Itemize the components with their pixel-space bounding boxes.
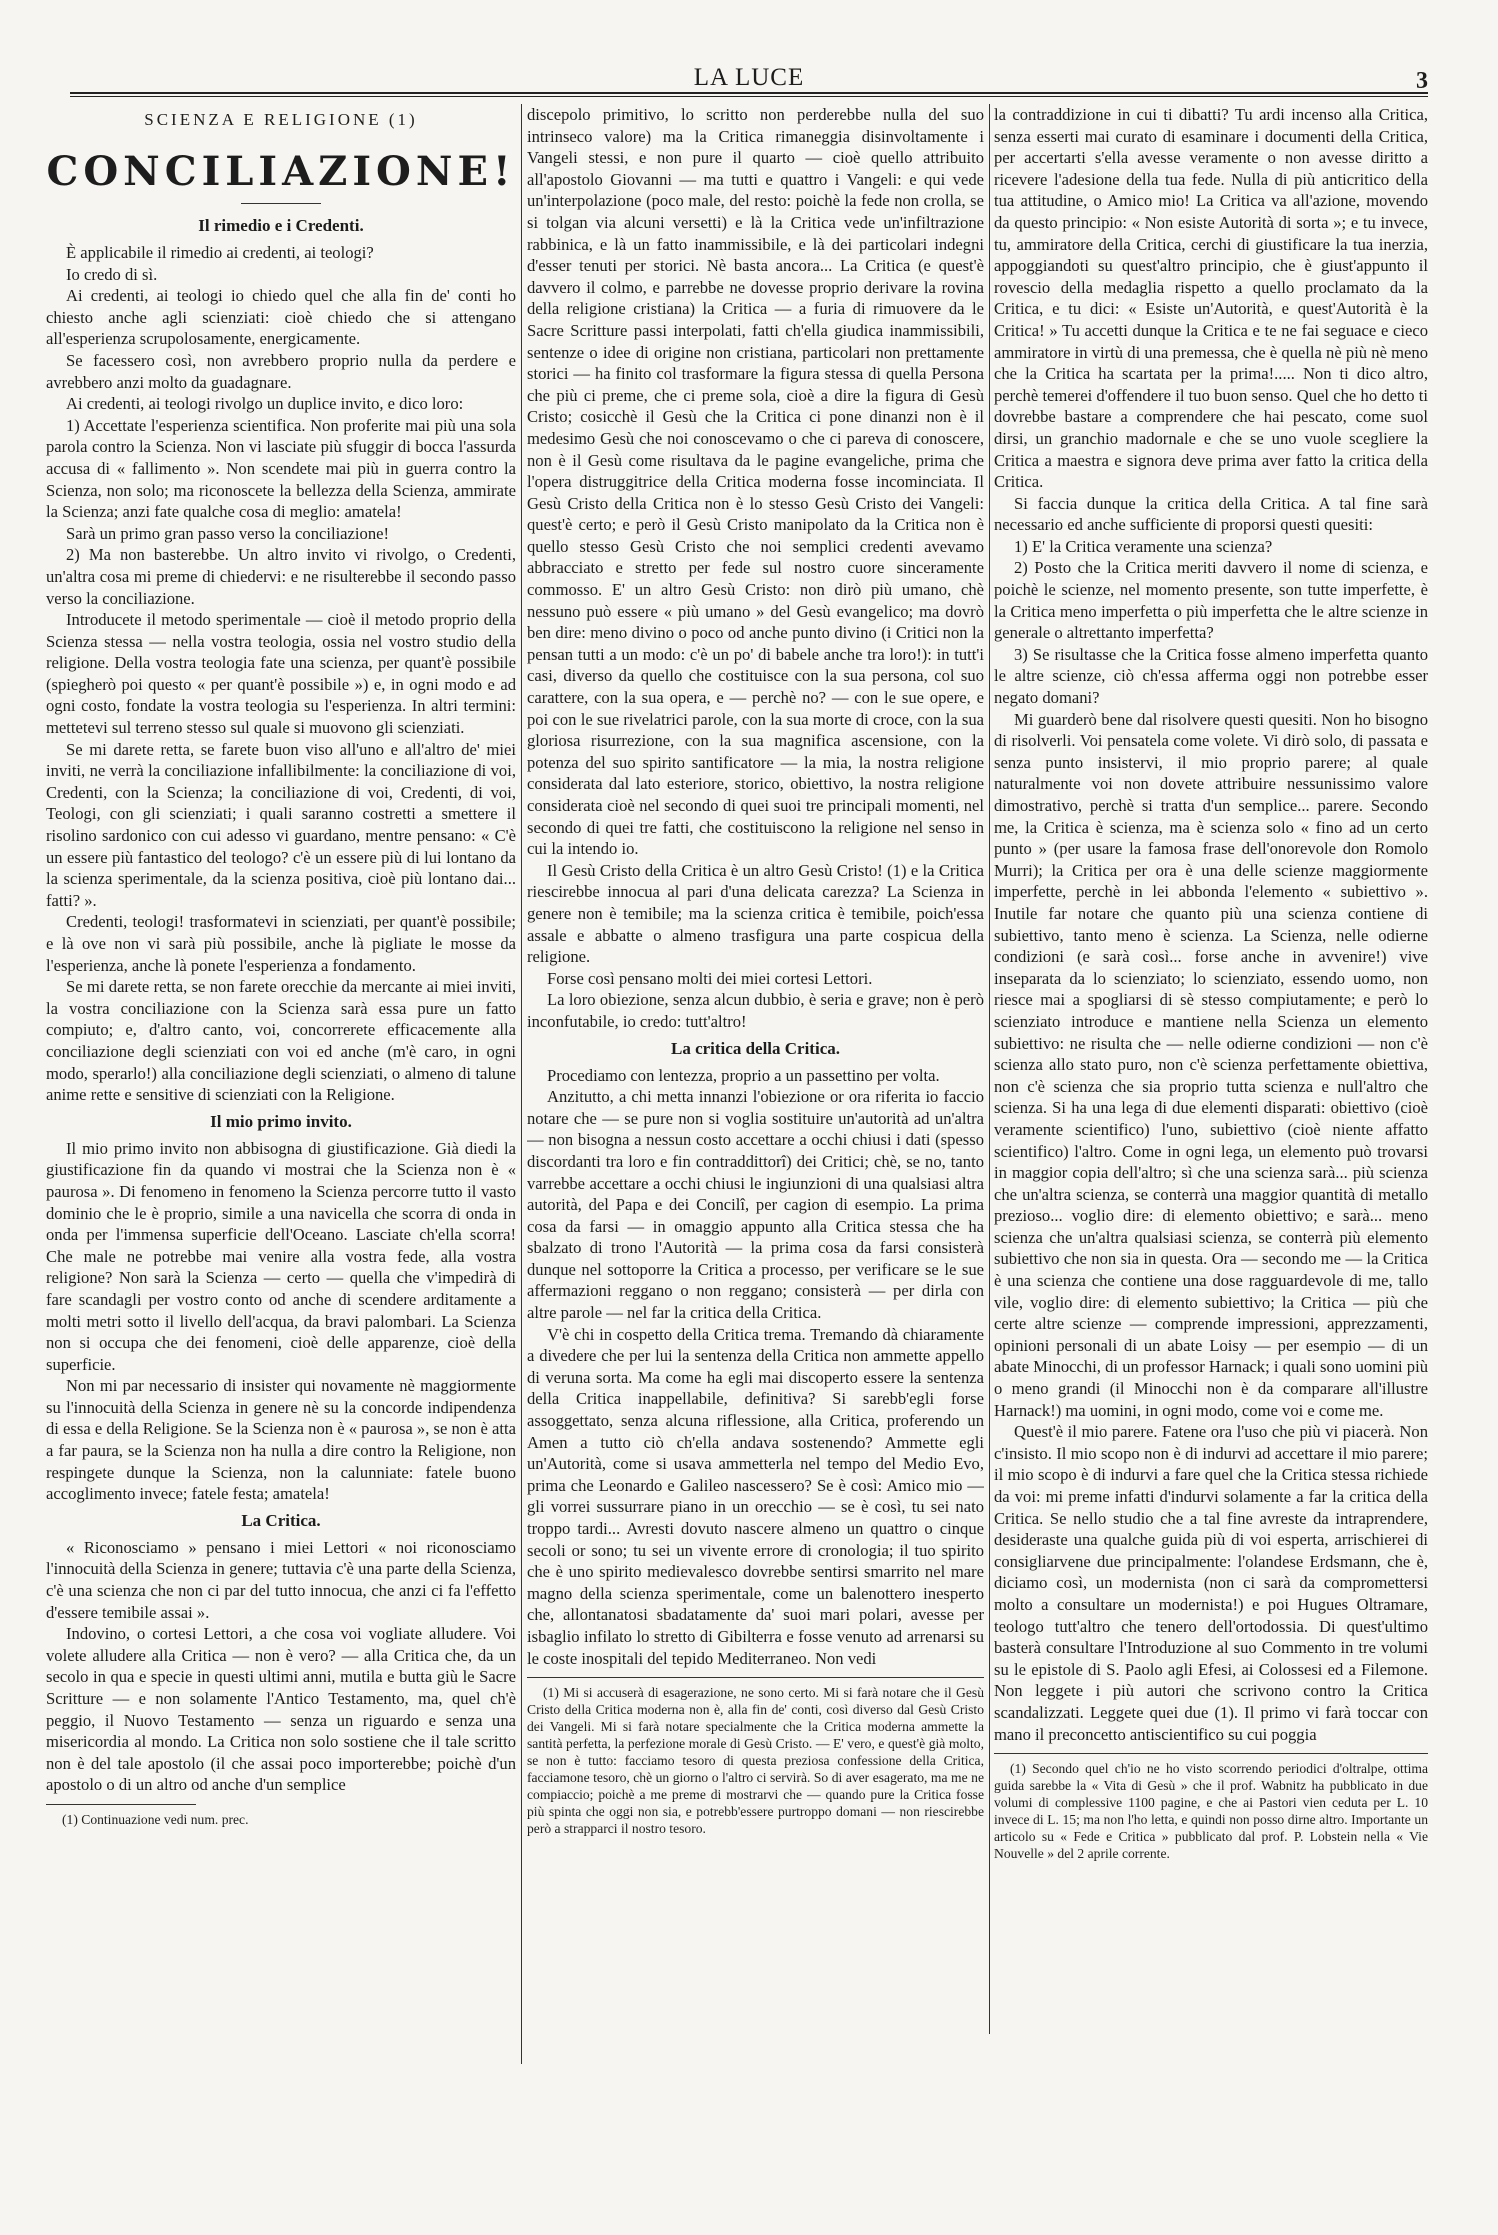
paragraph: 1) E' la Critica veramente una scienza?	[1014, 536, 1273, 556]
paragraph: Ai credenti, ai teologi rivolgo un duplice invito, e dico loro:	[66, 394, 464, 414]
article-column-2	[527, 104, 984, 2034]
article-title: CONCILIAZIONE!	[46, 148, 516, 195]
paragraph: Mi guarderò bene dal risolvere questi quesiti. Non ho bisogno di risolverli. Voi pensatela come volete. Vi dirò solo, di passata e senza punto insistervi, il mio proprio parere; al quale naturalmente voi non dovete attribuire nessunissimo valore dimostrativo, perchè si tratta d'un semplice... parere. Secondo me, la Critica è scienza, ma è scienza solo « fino ad un certo punto » (per usare la famosa frase dell'onorevole don Romolo Murri); la Critica per ora è una delle scienze maggiormente imperfette, perchè in lei abbonda l'elemento « subiettivo ». Inutile far notare che quanto più una scienza contiene di subiettivo, tanto meno è scienza. La Scienza, nelle odierne condizioni (e sarà così... forse anche in avvenire!) vive inseparata da lo scienziato; lo scienziato, essendo uomo, non riesce mai a spogliarsi di sè stesso compiutamente; e però lo scienziato introduce e mantiene nella Scienza un elemento subiettivo: ne risulta che — nelle odierne condizioni — non c'è scienza allo stato puro, non c'è scienza perfettamente obiettiva, non c'è scienza che sia proprio tutta scienza e null'altro che scienza. Si ha una lega di due elementi disparati: obiettivo (cioè veramente scientifico) l'uno, subiettivo (cioè niente affatto scientifico) l'altro. Come in ogni lega, un elemento può trovarsi in maggior copia dell'altro; sì che una scienza sarà... più scienza che un'altra scienza, se conterrà una maggior quantità di metallo prezioso... voglio dire: di elemento obiettivo; e sarà... meno scienza che un'altra qualsiasi scienza, se conterrà più elemento subiettivo che non sia in questa. Ora — secondo me — la Critica è una scienza che contiene una dose ragguardevole di me, tallo vile, voglio dire: di elemento subiettivo; la Critica — più che certe altre scienze — comprende impressioni, apprezzamenti, opinioni personali di un abate Loisy — per esempio — di un abate Minocchi, di un professor Harnack; i quali sono uomini più o meno grandi (il Minocchi non è da comparare all'illustre Harnack!) ma uomini, in ogni modo, come voi e come me.	[994, 709, 1428, 1420]
footnote-rule	[527, 1677, 984, 1678]
subheading: Il rimedio e i Credenti.	[198, 216, 364, 235]
page-number: 3	[1416, 68, 1428, 94]
paragraph: Introducete il metodo sperimentale — cioè il metodo proprio della Scienza stessa — nella vostra teologia, ossia nel vostro studio della religione. Della vostra teologia fate una scienza, per quant'è possibile (spiegherò poi questo « per quant'è possibile ») e, in ogni modo e ad ogni costo, fondate la vostra teologia su l'esperienza. In altri termini: mettetevi sul terreno stesso sul quale si muovono gli scienziati.	[46, 610, 516, 738]
paragraph: V'è chi in cospetto della Critica trema. Tremando dà chiaramente a divedere che per lui la sentenza della Critica non ammette appello di veruna sorta. Ma come ha egli mai discoperto essere la sentenza della Critica inappellabile, definitiva? Si sarebb'egli forse assoggettato, senza alcuna riflessione, alla Critica, proferendo un Amen a tutto ciò ch'ella andava sostenendo? Ammette egli un'Autorità, come si usava ammetterla nel tempo del Medio Evo, prima che Leonardo e Galileo nascessero? Se è così: Amico mio — gli vorrei sussurrare piano in un orecchio — se è così, tu sei nato troppo tardi... Avresti dovuto nascere almeno un quattro o cinque secoli or sono; tu sei un vivente errore di cronologia; il tuo spirito che è uno spirito medievalesco dovrebbe sentirsi smarrito nel mare magno della scienza sperimentale, come un balenottero inesperto che, allontanatosi sbadatamente da' suoi mari polari, avesse per isbaglio infilato lo stretto di Gibilterra e fosse venuto ad arrenarsi su le coste inospitali del tepido Mediterraneo. Non vedi	[527, 1324, 984, 1668]
paragraph: Quest'è il mio parere. Fatene ora l'uso che più vi piacerà. Non c'insisto. Il mio scopo non è di indurvi ad accettare il mio parere; il mio scopo è di indurvi a fare quel che la Critica stessa richiede da voi: mi preme infatti d'indurvi solamente a far la critica della Critica. Se nello studio che a tal fine avreste da intraprendere, desideraste una qualche guida più di voi esperta, arrischierei di consigliarvene due principalmente: l'olandese Erdsmann, che è, diciamo così, un modernista (non ci sarà da compromettersi molto a consultare un modernista!) e poi Hugues Oltramare, teologo tutt'altro che tenero dell'ortodossia. Di quest'ultimo basterà consultare l'Introduzione al suo Commento in tre volumi su le epistole di S. Paolo agli Efesi, ai Colossesi ed a Filemone. Non leggete i più autori che scrivono contro la Critica scandalizzati. Leggete quei due (1). Il primo vi farà toccar con mano il preconcetto antiscientifico su cui poggia	[994, 1422, 1428, 1744]
article-column-1	[46, 104, 516, 2064]
subheading: La critica della Critica.	[670, 1038, 840, 1058]
paragraph: discepolo primitivo, lo scritto non perderebbe nulla del suo intrinseco valore) ma la Critica rimaneggia disinvoltamente i Vangeli stessi, e non pure il quarto — cioè quello attribuito all'apostolo Giovanni — ma tutti e quattro i Vangeli: e qui vede un'interpolazione (poco male, del resto: poichè la fede non crolla, se si tolgan via alcuni versetti) e là la Critica vede un'infiltrazione rabbinica, e là un fatto inammissibile, e là dei particolari indegni d'esser tenuti per storici. Nè basta ancora... La Critica (e quest'è davvero il colmo, e parrebbe ne dovesse proprio derivare la rovina della religione cristiana) la Critica — a furia di rimuovere da le Sacre Scritture passi interpolati, fatti ch'ella giudica inammissibili, sentenze o idee di origine non cristiana, particolari non prettamente storici — ha finito col trasformare la figura stessa di quella Persona che più ci preme, che ci preme sola, cioè a dire la figura di Gesù Cristo; cosicchè il Gesù che la Critica ci pone dinanzi non è il medesimo Gesù che noi conoscevamo o che ci pareva di conoscere, non è il Gesù come risultava da le pagine evangeliche, prima che l'opera distruggitrice della Critica moderna fosse incominciata. Il Gesù Cristo della Critica non è lo stesso Gesù Cristo dei Vangeli: quest'è certo; e però il Gesù Cristo manipolato da la Critica non è quello stesso Gesù Cristo che noi semplici credenti avevamo abbracciato e stretto per fede sul nostro cuore sinceramente commosso. E' un altro Gesù Cristo: non dirò più umano, chè nessuno può essere « più umano » del Gesù evangelico; ma dovrò ben dire: meno divino o poco od anche punto divino (i Critici non la pensan tutti a un modo: c'è un po' di babele anche tra loro!): in tutt'i casi, diverso da quello che costituisce con la sua persona, col suo carattere, con la sua opera, e — perchè no? — con le sue opere, e poi con le sue rivelatrici parole, con la sua morte di croce, con la sua gloriosa risurrezione, con la sua magnifica ascensione, con la potenza del suo spirito santificatore — la mia, la nostra religione considerata dal lato esteriore, storico, obiettivo, la nostra religione considerata cioè nel secondo di quei suoi tre principali momenti, nel secondo di quei tre fatti, che costituiscono la religione nel senso in cui la intendo io.	[527, 105, 984, 859]
paragraph: Si faccia dunque la critica della Critica. A tal fine sarà necessario ed anche sufficiente di proporsi questi quesiti:	[994, 493, 1428, 535]
footnote-rule	[46, 1804, 196, 1805]
paragraph: Io credo di sì.	[66, 264, 158, 284]
paragraph: La loro obiezione, senza alcun dubbio, è seria e grave; non è però inconfutabile, io credo: tutt'altro!	[527, 990, 984, 1031]
paragraph: 2) Posto che la Critica meriti davvero il nome di scienza, e poichè le scienze, nel momento presente, son tutte imperfette, è la Critica meno imperfetta o più imperfetta che le altre scienze in generale o altrettanto imperfetta?	[994, 558, 1428, 643]
header-rule	[70, 92, 1428, 94]
footnote: (1) Mi si accuserà di esagerazione, ne sono certo. Mi si farà notare che il Gesù Cristo della Critica moderna non è, alla fin de' conti, così diverso dal Gesù Cristo dei Vangeli. Mi si farà notare specialmente che la Critica moderna ammette la santità perfetta, la perfezione morale di Gesù Cristo. — E' vero, e quest'è già molto, se non è tutto: facciamo tesoro di questa preziosa confessione della Critica, facciamone tesoro, chè un giorno o l'altro ci servirà. So di aver esagerato, ma me ne compiaccio; poichè a me preme di mostrarvi che — quando pure la Critica fosse più spinta che oggi non sia, e potrebb'essere purtroppo domani — non riescirebbe però a strapparci il nostro tesoro.	[527, 1685, 984, 1837]
newspaper-title: LA LUCE	[693, 64, 805, 91]
column-divider-left	[521, 104, 522, 2064]
paragraph: Il mio primo invito non abbisogna di giustificazione. Già diedi la giustificazione fin da quando vi mostrai che la Scienza non è « paurosa ». Di fenomeno in fenomeno la Scienza percorre tutto il vasto dominio che le è proprio, simile a una navicella che scorra di onda in onda per l'immensa superficie dell'Oceano. Lasciate ch'ella scorra! Che male ne potrebbe mai venire alla vostra fede, alla vostra religione? Non sarà la Scienza — certo — quella che v'impedirà di fare scandagli per vostro conto od anche di scendere arditamente a molti metri sotto il livello dell'acqua, da bravi palombari. La Scienza non si occupa che dei fenomeni, cioè delle apparenze, cioè della superficie.	[46, 1138, 516, 1374]
paragraph: 1) Accettate l'esperienza scientifica. Non proferite mai più una sola parola contro la Scienza. Non vi lasciate più sfuggir di bocca l'assurda accusa di « fallimento ». Non scendete mai più in guerra contro la Scienza, non solo; ma riconoscete la bellezza della Scienza, ammirate la Scienza; anzi fate qualche cosa di meglio: amatela!	[46, 415, 516, 522]
paragraph: Forse così pensano molti dei miei cortesi Lettori.	[547, 968, 873, 988]
paragraph: la contraddizione in cui ti dibatti? Tu ardi incenso alla Critica, senza esserti mai curato di esaminare i documenti della Critica, per accertarti s'ella avesse veramente o non avesse diritto a ricevere l'adesione della tua fede. Nulla di più anticritico della tua attitudine, o Amico mio! La Critica va all'azione, movendo da questo principio: « Non esiste Autorità di sorta »; e tu invece, tu, ammiratore della Critica, cerchi di giustificare la tua inerzia, appoggiandoti su quest'altro principio, che è giust'appunto il rovescio della medaglia rispetto a quello proclamato da la Critica, e tu dici: « Esiste un'Autorità, e quest'Autorità è la Critica! » Tu accetti dunque la Critica e te ne fai seguace e cieco ammiratore in virtù di una premessa, che è quella nè più nè meno che la Critica ha scartata per la prima!..... Non ti dico altro, perchè temerei d'offendere il tuo buon senso. Quel che ho detto ti dovrebbe bastare a comprendere che hai pescato, come suol dirsi, un granchio madornale e che se uno vuole scegliere la Critica a maestra e signora deve prima aver fatto la critica della Critica.	[994, 105, 1428, 492]
paragraph: Se mi darete retta, se farete buon viso all'uno e all'altro de' miei inviti, ne verrà la conciliazione infallibilmente: la conciliazione di voi, Credenti, con la Scienza; la conciliazione di voi, Credenti, di voi, Teologi, con gli scienziati; i quali saranno costretti a smettere il risolino sardonico con cui adesso vi guardano, mentre pensano: « C'è un essere più fantastico del teologo? c'è un essere più di lui lontano da la scienza sperimentale, da la scienza positiva, cioè più lontano dai... fatti? ».	[46, 739, 516, 910]
paragraph: Se facessero così, non avrebbero proprio nulla da perdere e avrebbero anzi molto da guadagnare.	[46, 350, 516, 392]
header-rule-thin	[70, 96, 1428, 97]
subheading: La Critica.	[241, 1510, 321, 1530]
footnote: (1) Continuazione vedi num. prec.	[62, 1811, 249, 1827]
paragraph: 3) Se risultasse che la Critica fosse almeno imperfetta quanto le altre scienze, ciò ch'essa afferma oggi non potrebbe esser negato domani?	[994, 644, 1428, 708]
masthead	[70, 64, 1428, 92]
paragraph: Anzitutto, a chi metta innanzi l'obiezione or ora riferita io faccio notare che — se pure non si voglia sostituire un'autorità ad un'altra — non bisogna a nessun costo accettare a occhi chiusi i dati (spesso discordanti tra loro e fin contraddittorî) dei Critici; chè, se no, tanto varrebbe accettare a occhi chiusi le ingiunzioni di una qualsiasi altra autorità, del Papa e dei Concilî, per cagion di esempio. La prima cosa da farsi — in omaggio appunto alla Critica stessa che ha sbalzato di trono l'Autorità — la prima cosa da farsi consisterà dunque nel sottoporre la Critica a processo, per verificare se le sue affermazioni reggano o non reggano; consisterà — per dirla con altre parole — nel far la critica della Critica.	[527, 1087, 984, 1323]
paragraph: 2) Ma non basterebbe. Un altro invito vi rivolgo, o Credenti, un'altra cosa mi preme di chiedervi: e ne risulterebbe il secondo passo verso la conciliazione.	[46, 545, 516, 608]
article-column-3	[994, 104, 1428, 1934]
paragraph: « Riconosciamo » pensano i miei Lettori « noi riconosciamo l'innocuità della Scienza in genere; tuttavia c'è una parte della Scienza, c'è una scienza che non ci par del tutto innocua, che anzi ci fa l'effetto d'essere temibile assai ».	[46, 1537, 516, 1622]
paragraph: Ai credenti, ai teologi io chiedo quel che alla fin de' conti ho chiesto anche agli scienziati: cioè chiedo che si attengano all'esperienza scrupolosamente, energicamente.	[46, 286, 516, 349]
subheading: Il mio primo invito.	[210, 1111, 352, 1131]
section-kicker: SCIENZA E RELIGIONE (1)	[144, 110, 418, 129]
paragraph: Non mi par necessario di insister qui novamente nè maggiormente su l'innocuità della Scienza in genere nè su la concorde indipendenza di essa e della Religione. Se la Scienza non è « paurosa », se non è atta a far paura, se la Scienza non ha nulla a dire contro la Religione, non respingete dunque la Scienza, non la calunniate: fatele buono accoglimento invece; fatele festa; amatela!	[46, 1376, 516, 1504]
paragraph: Se mi darete retta, se non farete orecchie da mercante ai miei inviti, la vostra conciliazione con la Scienza sarà essa pure un fatto compiuto; e, d'altro canto, voi, concorrerete efficacemente alla conciliazione degli scienziati con voi ed anche (m'è caro, in ogni modo, sperarlo!) alla conciliazione degli scienziati, o almeno di talune anime rette e sensitive di scienziati con la Religione.	[46, 977, 516, 1105]
title-rule	[241, 203, 321, 204]
paragraph: Indovino, o cortesi Lettori, a che cosa voi vogliate alludere. Voi volete alludere alla Critica — non è vero? — alla Critica che, da un secolo in qua e specie in questi ultimi anni, mutila e butta giù le Sacre Scritture — e non solamente l'Antico Testamento, ma, quel ch'è peggio, il Nuovo Testamento — senza un riguardo e senza una misericordia al mondo. La Critica non solo sostiene che il tale scritto non è del tale apostolo (il che assai poco importerebbe; poichè d'un apostolo o di un altro od anche d'un semplice	[46, 1624, 516, 1795]
paragraph: È applicabile il rimedio ai credenti, ai teologi?	[66, 243, 374, 262]
paragraph: Credenti, teologi! trasformatevi in scienziati, per quant'è possibile; e là ove non vi sarà più possibile, anche là pigliate le mosse da l'esperienza, anche là ponete l'esperienza a fondamento.	[46, 912, 516, 975]
paragraph: Il Gesù Cristo della Critica è un altro Gesù Cristo! (1) e la Critica riescirebbe innocua al pari d'una delicata carezza? La Scienza in genere non è temibile; ma la scienza critica è temibile, poich'essa assale e abbatte o almeno trasfigura una parte cospicua della religione.	[527, 860, 984, 967]
paragraph: Sarà un primo gran passo verso la conciliazione!	[66, 523, 390, 543]
paragraph: Procediamo con lentezza, proprio a un passettino per volta.	[547, 1065, 940, 1085]
column-divider-right	[989, 104, 990, 2034]
footnote-rule	[994, 1753, 1428, 1754]
footnote: (1) Secondo quel ch'io ne ho visto scorrendo periodici d'oltralpe, ottima guida sarebbe la « Vita di Gesù » che il prof. Wabnitz ha pubblicato in due volumi di complessive 1100 pagine, e che ai Pastori vien ceduta per L. 10 invece di L. 15; ma non l'ho letta, e quindi non posso dirne altro. Importante un articolo su « Fede e Critica » pubblicato dal prof. P. Lobstein nella « Vie Nouvelle » del 2 aprile corrente.	[994, 1761, 1428, 1862]
